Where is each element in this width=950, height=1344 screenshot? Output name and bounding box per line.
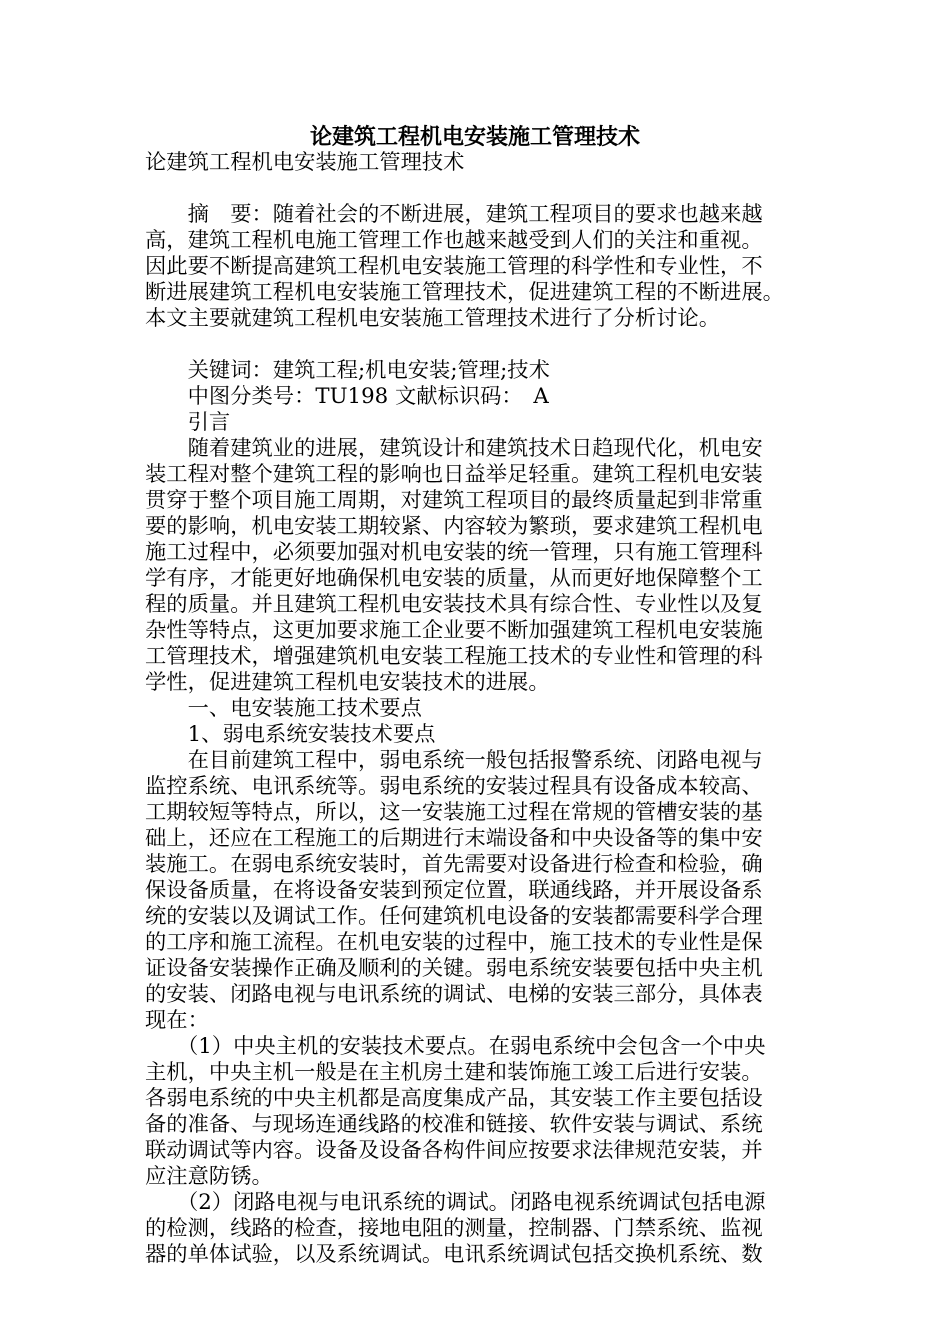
text-line: 工管理技术，增强建筑机电安装工程施工技术的专业性和管理的科 [145, 644, 763, 669]
text-line: 程的质量。并且建筑工程机电安装技术具有综合性、专业性以及复 [145, 592, 763, 617]
text-line: 的检测，线路的检查，接地电阻的测量，控制器、门禁系统、监视 [145, 1216, 763, 1241]
text-line: 杂性等特点，这更加要求施工企业要不断加强建筑工程机电安装施 [145, 618, 763, 643]
text-line: 联动调试等内容。设备及设备各构件间应按要求法律规范安装，并 [145, 1138, 763, 1163]
text-line: 的安装、闭路电视与电讯系统的调试、电梯的安装三部分，具体表 [145, 982, 763, 1007]
text-line: 在目前建筑工程中，弱电系统一般包括报警系统、闭路电视与 [145, 748, 763, 773]
text-line: 现在： [145, 1008, 209, 1033]
text-line: 高，建筑工程机电施工管理工作也越来越受到人们的关注和重视。 [145, 228, 763, 253]
text-line: 证设备安装操作正确及顺利的关键。弱电系统安装要包括中央主机 [145, 956, 763, 981]
text-line: 保设备质量，在将设备安装到预定位置，联通线路，并开展设备系 [145, 878, 763, 903]
text-line: 断进展建筑工程机电安装施工管理技术，促进建筑工程的不断进展。 [145, 280, 784, 305]
text-line: 学有序，才能更好地确保机电安装的质量，从而更好地保障整个工 [145, 566, 763, 591]
text-line: 主机，中央主机一般是在主机房土建和装饰施工竣工后进行安装。 [145, 1060, 763, 1085]
text-line: 中图分类号：TU198 文献标识码： A [145, 384, 549, 409]
text-line: 贯穿于整个项目施工周期，对建筑工程项目的最终质量起到非常重 [145, 488, 763, 513]
document-title: 论建筑工程机电安装施工管理技术 [309, 124, 640, 150]
text-line: （2）闭路电视与电讯系统的调试。闭路电视系统调试包括电源 [145, 1190, 766, 1215]
text-line: 摘 要：随着社会的不断进展，建筑工程项目的要求也越来越 [145, 202, 763, 227]
text-line: 工期较短等特点，所以，这一安装施工过程在常规的管槽安装的基 [145, 800, 763, 825]
text-line: 的工序和施工流程。在机电安装的过程中，施工技术的专业性是保 [145, 930, 763, 955]
text-line: 随着建筑业的进展，建筑设计和建筑技术日趋现代化，机电安 [145, 436, 763, 461]
text-line: 要的影响，机电安装工期较紧、内容较为繁琐，要求建筑工程机电 [145, 514, 763, 539]
text-line: 关键词：建筑工程;机电安装;管理;技术 [145, 358, 550, 383]
text-line: 学性，促进建筑工程机电安装技术的进展。 [145, 670, 550, 695]
text-line: 因此要不断提高建筑工程机电安装施工管理的科学性和专业性，不 [145, 254, 763, 279]
text-line: （1）中央主机的安装技术要点。在弱电系统中会包含一个中央 [145, 1034, 766, 1059]
text-line: 监控系统、电讯系统等。弱电系统的安装过程具有设备成本较高、 [145, 774, 763, 799]
text-line: 装施工。在弱电系统安装时，首先需要对设备进行检查和检验，确 [145, 852, 763, 877]
text-line: 器的单体试验，以及系统调试。电讯系统调试包括交换机系统、数 [145, 1242, 763, 1267]
text-line: 论建筑工程机电安装施工管理技术 [145, 150, 465, 175]
text-line: 一、电安装施工技术要点 [145, 696, 422, 721]
text-line: 应注意防锈。 [145, 1164, 273, 1189]
text-line: 各弱电系统的中央主机都是高度集成产品，其安装工作主要包括设 [145, 1086, 763, 1111]
text-line: 装工程对整个建筑工程的影响也日益举足轻重。建筑工程机电安装 [145, 462, 763, 487]
text-line: 备的准备、与现场连通线路的校准和链接、软件安装与调试、系统 [145, 1112, 763, 1137]
text-line: 统的安装以及调试工作。任何建筑机电设备的安装都需要科学合理 [145, 904, 763, 929]
text-line: 施工过程中，必须要加强对机电安装的统一管理，只有施工管理科 [145, 540, 763, 565]
text-line: 础上，还应在工程施工的后期进行末端设备和中央设备等的集中安 [145, 826, 763, 851]
text-line: 1、弱电系统安装技术要点 [145, 722, 436, 747]
text-line: 引言 [145, 410, 231, 435]
text-line: 本文主要就建筑工程机电安装施工管理技术进行了分析讨论。 [145, 306, 721, 331]
